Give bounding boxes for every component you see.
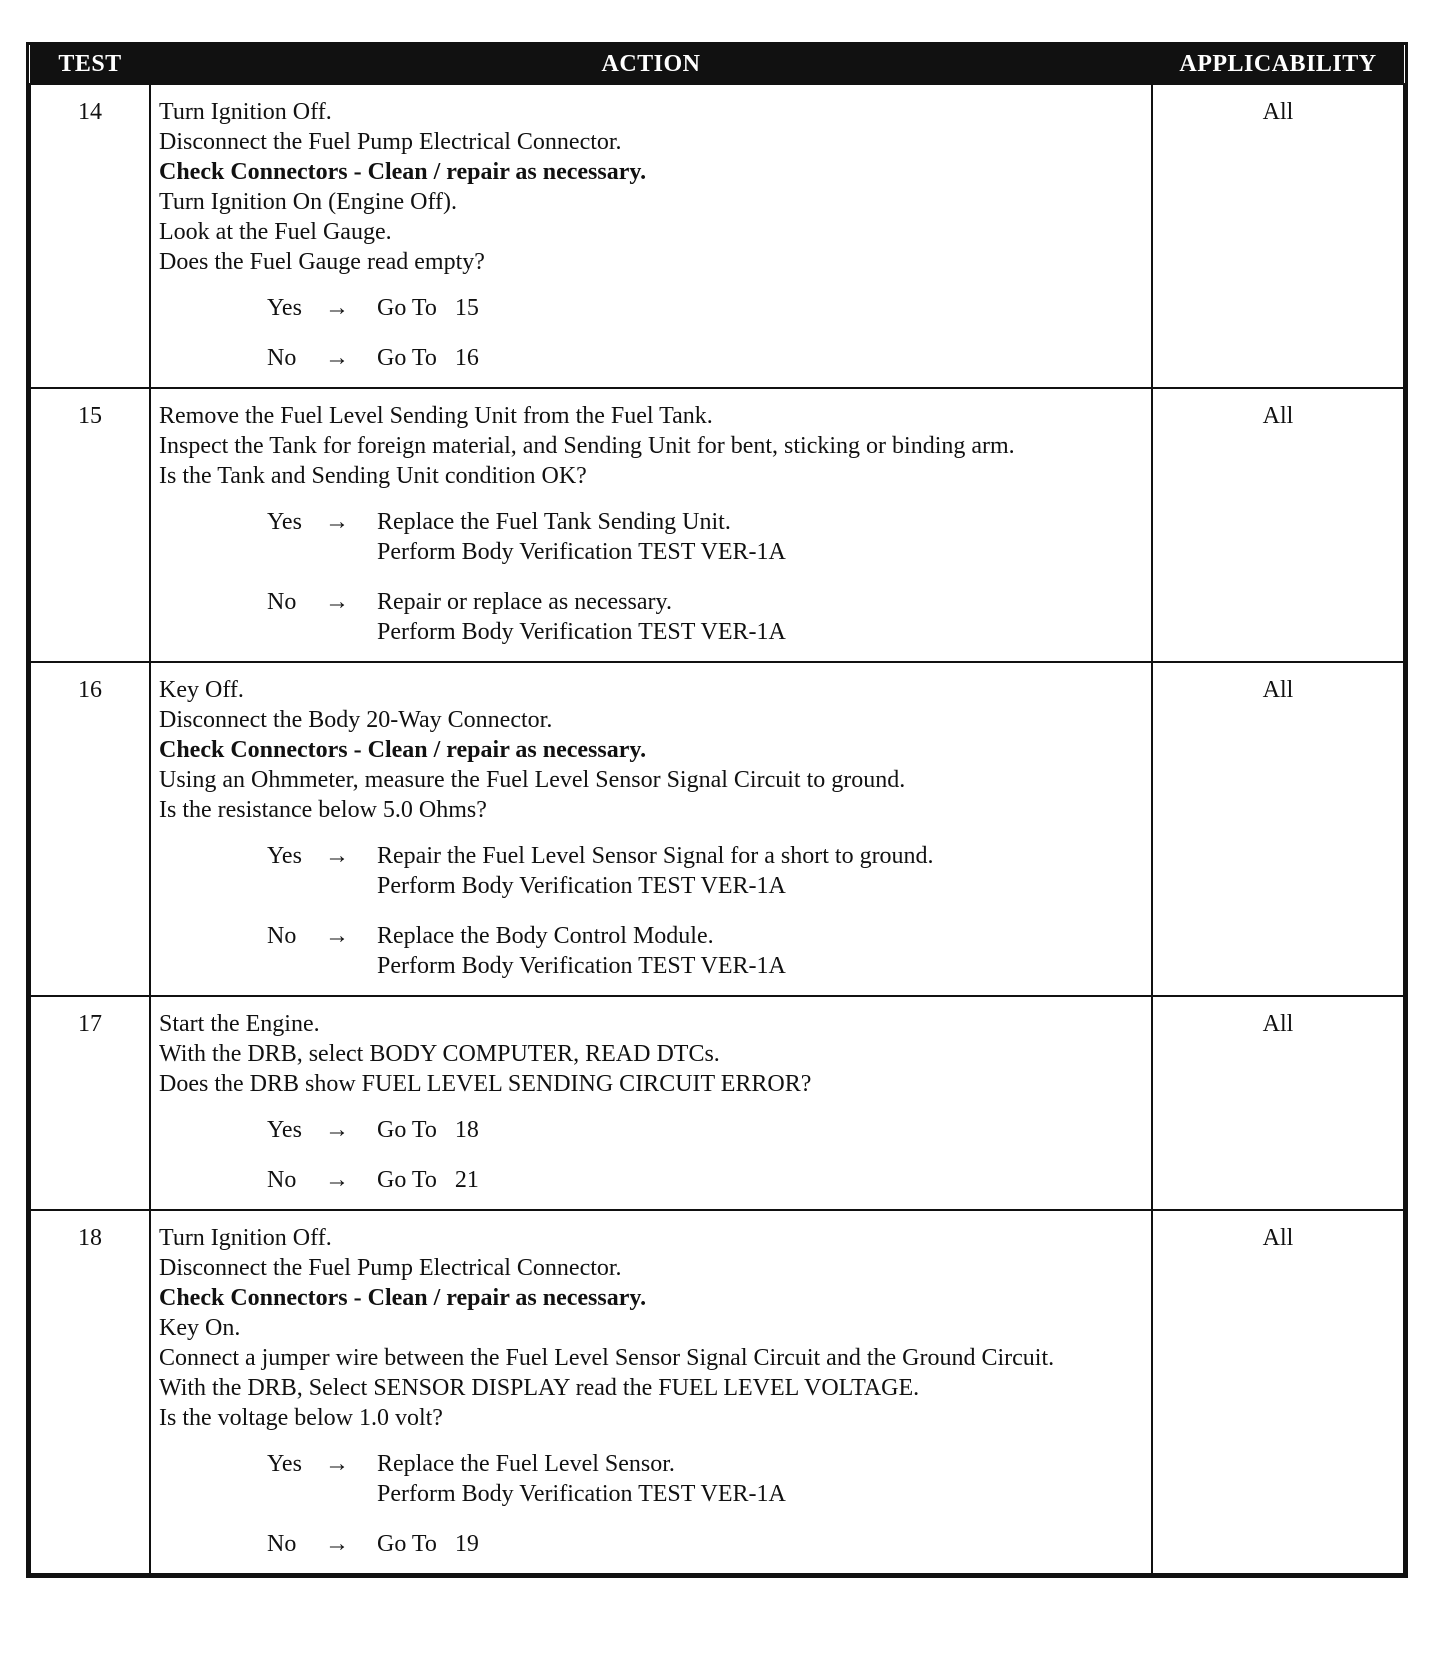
- outcome-line: Go To 16: [377, 345, 479, 371]
- action-step: Look at the Fuel Gauge.: [159, 219, 392, 245]
- outcome-line: Perform Body Verification TEST VER-1A: [377, 539, 786, 565]
- outcome-line: Go To 18: [377, 1117, 479, 1143]
- arrow-right-icon: →: [325, 843, 349, 869]
- outcome-no: [267, 1165, 1143, 1195]
- applicability: All: [1152, 996, 1404, 1210]
- arrow-right-icon: →: [325, 509, 349, 535]
- test-number: 18: [30, 1210, 150, 1574]
- outcome-text: [377, 293, 1143, 323]
- outcome-yes: [267, 1449, 1143, 1509]
- header-test: TEST: [30, 45, 150, 84]
- arrow-right-icon: →: [325, 1451, 349, 1477]
- outcome-yes: [267, 507, 1143, 567]
- outcome-yes: [267, 293, 1143, 323]
- outcome-label: No: [267, 923, 297, 949]
- table-row: [30, 1210, 1404, 1574]
- action-step-emphasis: Check Connectors - Clean / repair as necessary.: [159, 159, 647, 185]
- action-step: Is the voltage below 1.0 volt?: [159, 1405, 443, 1431]
- outcome-line: Perform Body Verification TEST VER-1A: [377, 619, 786, 645]
- arrow-right-icon: →: [325, 345, 349, 371]
- action-step: Disconnect the Fuel Pump Electrical Connector.: [159, 129, 622, 155]
- applicability: All: [1152, 388, 1404, 662]
- outcomes: [159, 1115, 1143, 1195]
- outcome-label: No: [267, 1167, 297, 1193]
- action-cell: [150, 1210, 1152, 1574]
- table-row: [30, 84, 1404, 388]
- outcome-text: [377, 1165, 1143, 1195]
- arrow-right-icon: →: [325, 923, 349, 949]
- outcome-line: Replace the Body Control Module.: [377, 923, 714, 949]
- outcome-label: Yes: [267, 843, 302, 869]
- test-table: [29, 45, 1405, 1575]
- action-cell: [150, 996, 1152, 1210]
- outcomes: [159, 841, 1143, 981]
- action-step: Disconnect the Fuel Pump Electrical Connector.: [159, 1255, 622, 1281]
- table-body: [30, 84, 1404, 1574]
- test-number: 15: [30, 388, 150, 662]
- outcome-label: No: [267, 1531, 297, 1557]
- action-cell: [150, 388, 1152, 662]
- action-step: Using an Ohmmeter, measure the Fuel Level Sensor Signal Circuit to ground.: [159, 767, 906, 793]
- outcome-line: Replace the Fuel Level Sensor.: [377, 1451, 675, 1477]
- outcome-no: [267, 921, 1143, 981]
- action-step: Remove the Fuel Level Sending Unit from the Fuel Tank.: [159, 403, 713, 429]
- action-step-emphasis: Check Connectors - Clean / repair as necessary.: [159, 1285, 647, 1311]
- outcome-text: [377, 507, 1143, 567]
- action-step: Key On.: [159, 1315, 241, 1341]
- test-number: 16: [30, 662, 150, 996]
- arrow-right-icon: →: [325, 1531, 349, 1557]
- action-cell: [150, 84, 1152, 388]
- action-step: Key Off.: [159, 677, 244, 703]
- outcome-text: [377, 921, 1143, 981]
- action-step-emphasis: Check Connectors - Clean / repair as necessary.: [159, 737, 647, 763]
- outcome-line: Go To 15: [377, 295, 479, 321]
- outcome-text: [377, 343, 1143, 373]
- action-step: Turn Ignition Off.: [159, 99, 332, 125]
- outcome-label: Yes: [267, 1117, 302, 1143]
- outcome-text: [377, 841, 1143, 901]
- action-step: Start the Engine.: [159, 1011, 320, 1037]
- test-number: 14: [30, 84, 150, 388]
- outcomes: [159, 1449, 1143, 1559]
- outcome-text: [377, 1529, 1143, 1559]
- outcome-label: Yes: [267, 509, 302, 535]
- action-step: With the DRB, Select SENSOR DISPLAY read the FUEL LEVEL VOLTAGE.: [159, 1375, 920, 1401]
- action-step: Does the Fuel Gauge read empty?: [159, 249, 485, 275]
- outcome-line: Perform Body Verification TEST VER-1A: [377, 873, 786, 899]
- action-step: With the DRB, select BODY COMPUTER, READ DTCs.: [159, 1041, 720, 1067]
- outcome-no: [267, 1529, 1143, 1559]
- header-action: ACTION: [150, 45, 1152, 84]
- outcome-line: Go To 19: [377, 1531, 479, 1557]
- outcome-line: Perform Body Verification TEST VER-1A: [377, 953, 786, 979]
- applicability: All: [1152, 662, 1404, 996]
- arrow-right-icon: →: [325, 295, 349, 321]
- outcome-line: Perform Body Verification TEST VER-1A: [377, 1481, 786, 1507]
- header-row: [30, 45, 1404, 84]
- arrow-right-icon: →: [325, 1167, 349, 1193]
- outcome-text: [377, 1115, 1143, 1145]
- action-step: Connect a jumper wire between the Fuel Level Sensor Signal Circuit and the Ground Circuit.: [159, 1345, 1055, 1371]
- action-step: Is the Tank and Sending Unit condition OK?: [159, 463, 587, 489]
- test-number: 17: [30, 996, 150, 1210]
- outcome-label: No: [267, 345, 297, 371]
- action-cell: [150, 662, 1152, 996]
- outcome-label: No: [267, 589, 297, 615]
- outcome-no: [267, 343, 1143, 373]
- outcome-label: Yes: [267, 295, 302, 321]
- outcome-text: [377, 1449, 1143, 1509]
- applicability: All: [1152, 1210, 1404, 1574]
- outcome-no: [267, 587, 1143, 647]
- action-step: Turn Ignition On (Engine Off).: [159, 189, 457, 215]
- table-row: [30, 388, 1404, 662]
- table-row: [30, 662, 1404, 996]
- outcome-yes: [267, 841, 1143, 901]
- outcome-label: Yes: [267, 1451, 302, 1477]
- action-step: Disconnect the Body 20-Way Connector.: [159, 707, 553, 733]
- diagnostic-test-table: [26, 42, 1408, 1578]
- header-applicability: APPLICABILITY: [1152, 45, 1404, 84]
- outcome-yes: [267, 1115, 1143, 1145]
- action-step: Inspect the Tank for foreign material, and Sending Unit for bent, sticking or binding arm.: [159, 433, 1015, 459]
- outcome-line: Replace the Fuel Tank Sending Unit.: [377, 509, 731, 535]
- outcome-line: Go To 21: [377, 1167, 479, 1193]
- arrow-right-icon: →: [325, 589, 349, 615]
- outcome-line: Repair the Fuel Level Sensor Signal for a short to ground.: [377, 843, 934, 869]
- outcome-text: [377, 587, 1143, 647]
- outcomes: [159, 293, 1143, 373]
- action-step: Is the resistance below 5.0 Ohms?: [159, 797, 487, 823]
- action-step: Does the DRB show FUEL LEVEL SENDING CIRCUIT ERROR?: [159, 1071, 812, 1097]
- outcome-line: Repair or replace as necessary.: [377, 589, 672, 615]
- table-row: [30, 996, 1404, 1210]
- arrow-right-icon: →: [325, 1117, 349, 1143]
- outcomes: [159, 507, 1143, 647]
- applicability: All: [1152, 84, 1404, 388]
- action-step: Turn Ignition Off.: [159, 1225, 332, 1251]
